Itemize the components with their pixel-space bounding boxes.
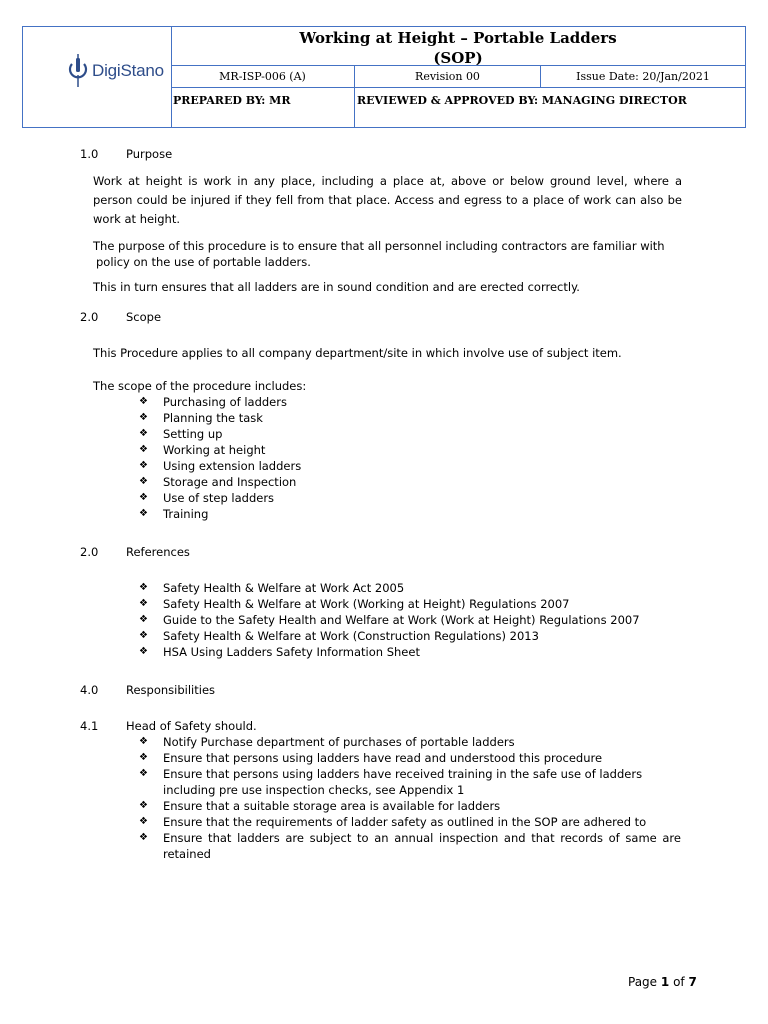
list-item: ❖ Safety Health & Welfare at Work (Working at Height) Regulations 2007 (139, 597, 570, 611)
title-line-1: Working at Height – Portable Ladders (299, 29, 617, 47)
head-of-safety-list (93, 734, 681, 862)
company-logo (67, 54, 164, 88)
bullet-icon: ❖ (139, 444, 148, 455)
paragraph: This Procedure applies to all company department/site in which involve use of subject item. (93, 346, 622, 360)
paragraph: This in turn ensures that all ladders are in sound condition and are erected correctly. (93, 280, 580, 294)
section-number: 4.1 (80, 719, 99, 733)
section-heading-scope (80, 309, 681, 325)
bullet-icon: ❖ (139, 800, 148, 811)
list-item: ❖ Ensure that persons using ladders have received training in the safe use of ladders including pre use inspection checks, see Appendix 1 (139, 767, 643, 797)
doc-number: MR-ISP-006 (A) (171, 65, 355, 87)
bullet-icon: ❖ (139, 598, 148, 609)
section-title: References (126, 545, 190, 559)
bullet-icon: ❖ (139, 752, 148, 763)
bullet-icon: ❖ (139, 768, 148, 779)
list-item: ❖ Notify Purchase department of purchases of portable ladders (139, 735, 515, 749)
title-line-2: (SOP) (433, 49, 483, 66)
section-number: 4.0 (80, 683, 99, 697)
list-item: ❖ HSA Using Ladders Safety Information Sheet (139, 645, 420, 659)
bullet-icon: ❖ (139, 492, 148, 503)
bullet-icon: ❖ (139, 396, 148, 407)
document-header (22, 26, 746, 128)
logo-text: DigiStano (92, 61, 164, 80)
section-heading-references (80, 544, 681, 560)
section-title: Head of Safety should. (126, 719, 257, 733)
list-item: ❖ Ensure that the requirements of ladder safety as outlined in the SOP are adhered to (139, 815, 647, 829)
scope-list (93, 394, 681, 522)
paragraph: The purpose of this procedure is to ensure that all personnel including contractors are familiar with (93, 239, 665, 253)
paragraph: policy on the use of portable ladders. (96, 255, 311, 269)
section-number: 2.0 (80, 310, 99, 324)
bullet-icon: ❖ (139, 816, 148, 827)
paragraph: The scope of the procedure includes: (93, 379, 307, 393)
bullet-icon: ❖ (139, 508, 148, 519)
of-label: of (673, 975, 685, 989)
page-label: Page (628, 975, 658, 989)
list-item: ❖ Ensure that ladders are subject to an annual inspection and that records of same are retained (139, 831, 681, 861)
list-item: ❖ Safety Health & Welfare at Work Act 2005 (139, 581, 405, 595)
section-title: Scope (126, 310, 162, 324)
page-total: 7 (688, 975, 697, 989)
document-title (171, 27, 745, 66)
list-item: ❖ Training (139, 507, 209, 521)
list-item: ❖ Purchasing of ladders (139, 395, 287, 409)
page-number: 1 (660, 975, 670, 989)
page-footer (628, 975, 697, 989)
reviewed-by: REVIEWED & APPROVED BY: MANAGING DIRECTOR (357, 94, 687, 107)
section-heading-head-of-safety (80, 718, 681, 734)
section-title: Responsibilities (126, 683, 216, 697)
list-item: ❖ Working at height (139, 443, 266, 457)
list-item: ❖ Planning the task (139, 411, 263, 425)
list-item: ❖ Safety Health & Welfare at Work (Construction Regulations) 2013 (139, 629, 539, 643)
section-number: 2.0 (80, 545, 99, 559)
bullet-icon: ❖ (139, 582, 148, 593)
bullet-icon: ❖ (139, 476, 148, 487)
revision: Revision 00 (355, 65, 541, 87)
document-body (80, 146, 682, 862)
list-item: ❖ Using extension ladders (139, 459, 302, 473)
section-heading-purpose (80, 146, 681, 162)
doc-info-row (171, 65, 745, 88)
issue-date: Issue Date: 20/Jan/2021 (576, 69, 710, 83)
logo-cell (23, 27, 172, 127)
bullet-icon: ❖ (139, 460, 148, 471)
list-item: ❖ Ensure that persons using ladders have read and understood this procedure (139, 751, 603, 765)
list-item: ❖ Guide to the Safety Health and Welfare at Work (Work at Height) Regulations 2007 (139, 613, 640, 627)
section-number: 1.0 (80, 147, 99, 161)
list-item: ❖ Setting up (139, 427, 223, 441)
bullet-icon: ❖ (139, 614, 148, 625)
bullet-icon: ❖ (139, 646, 148, 657)
list-item: ❖ Use of step ladders (139, 491, 275, 505)
bullet-icon: ❖ (139, 428, 148, 439)
list-item: ❖ Storage and Inspection (139, 475, 297, 489)
paragraph: Work at height is work in any place, including a place at, above or below ground level, where a person could be injured if they fell from that place. Access and egress to a place of work can also be work at height. (93, 174, 682, 226)
section-heading-responsibilities (80, 682, 681, 698)
bullet-icon: ❖ (139, 412, 148, 423)
list-item: ❖ Ensure that a suitable storage area is available for ladders (139, 799, 501, 813)
plug-icon (67, 54, 89, 88)
bullet-icon: ❖ (139, 832, 148, 843)
references-list (93, 580, 681, 660)
approval-row (171, 88, 745, 127)
bullet-icon: ❖ (139, 630, 148, 641)
bullet-icon: ❖ (139, 736, 148, 747)
section-title: Purpose (126, 147, 173, 161)
prepared-by: PREPARED BY: MR (171, 88, 355, 127)
